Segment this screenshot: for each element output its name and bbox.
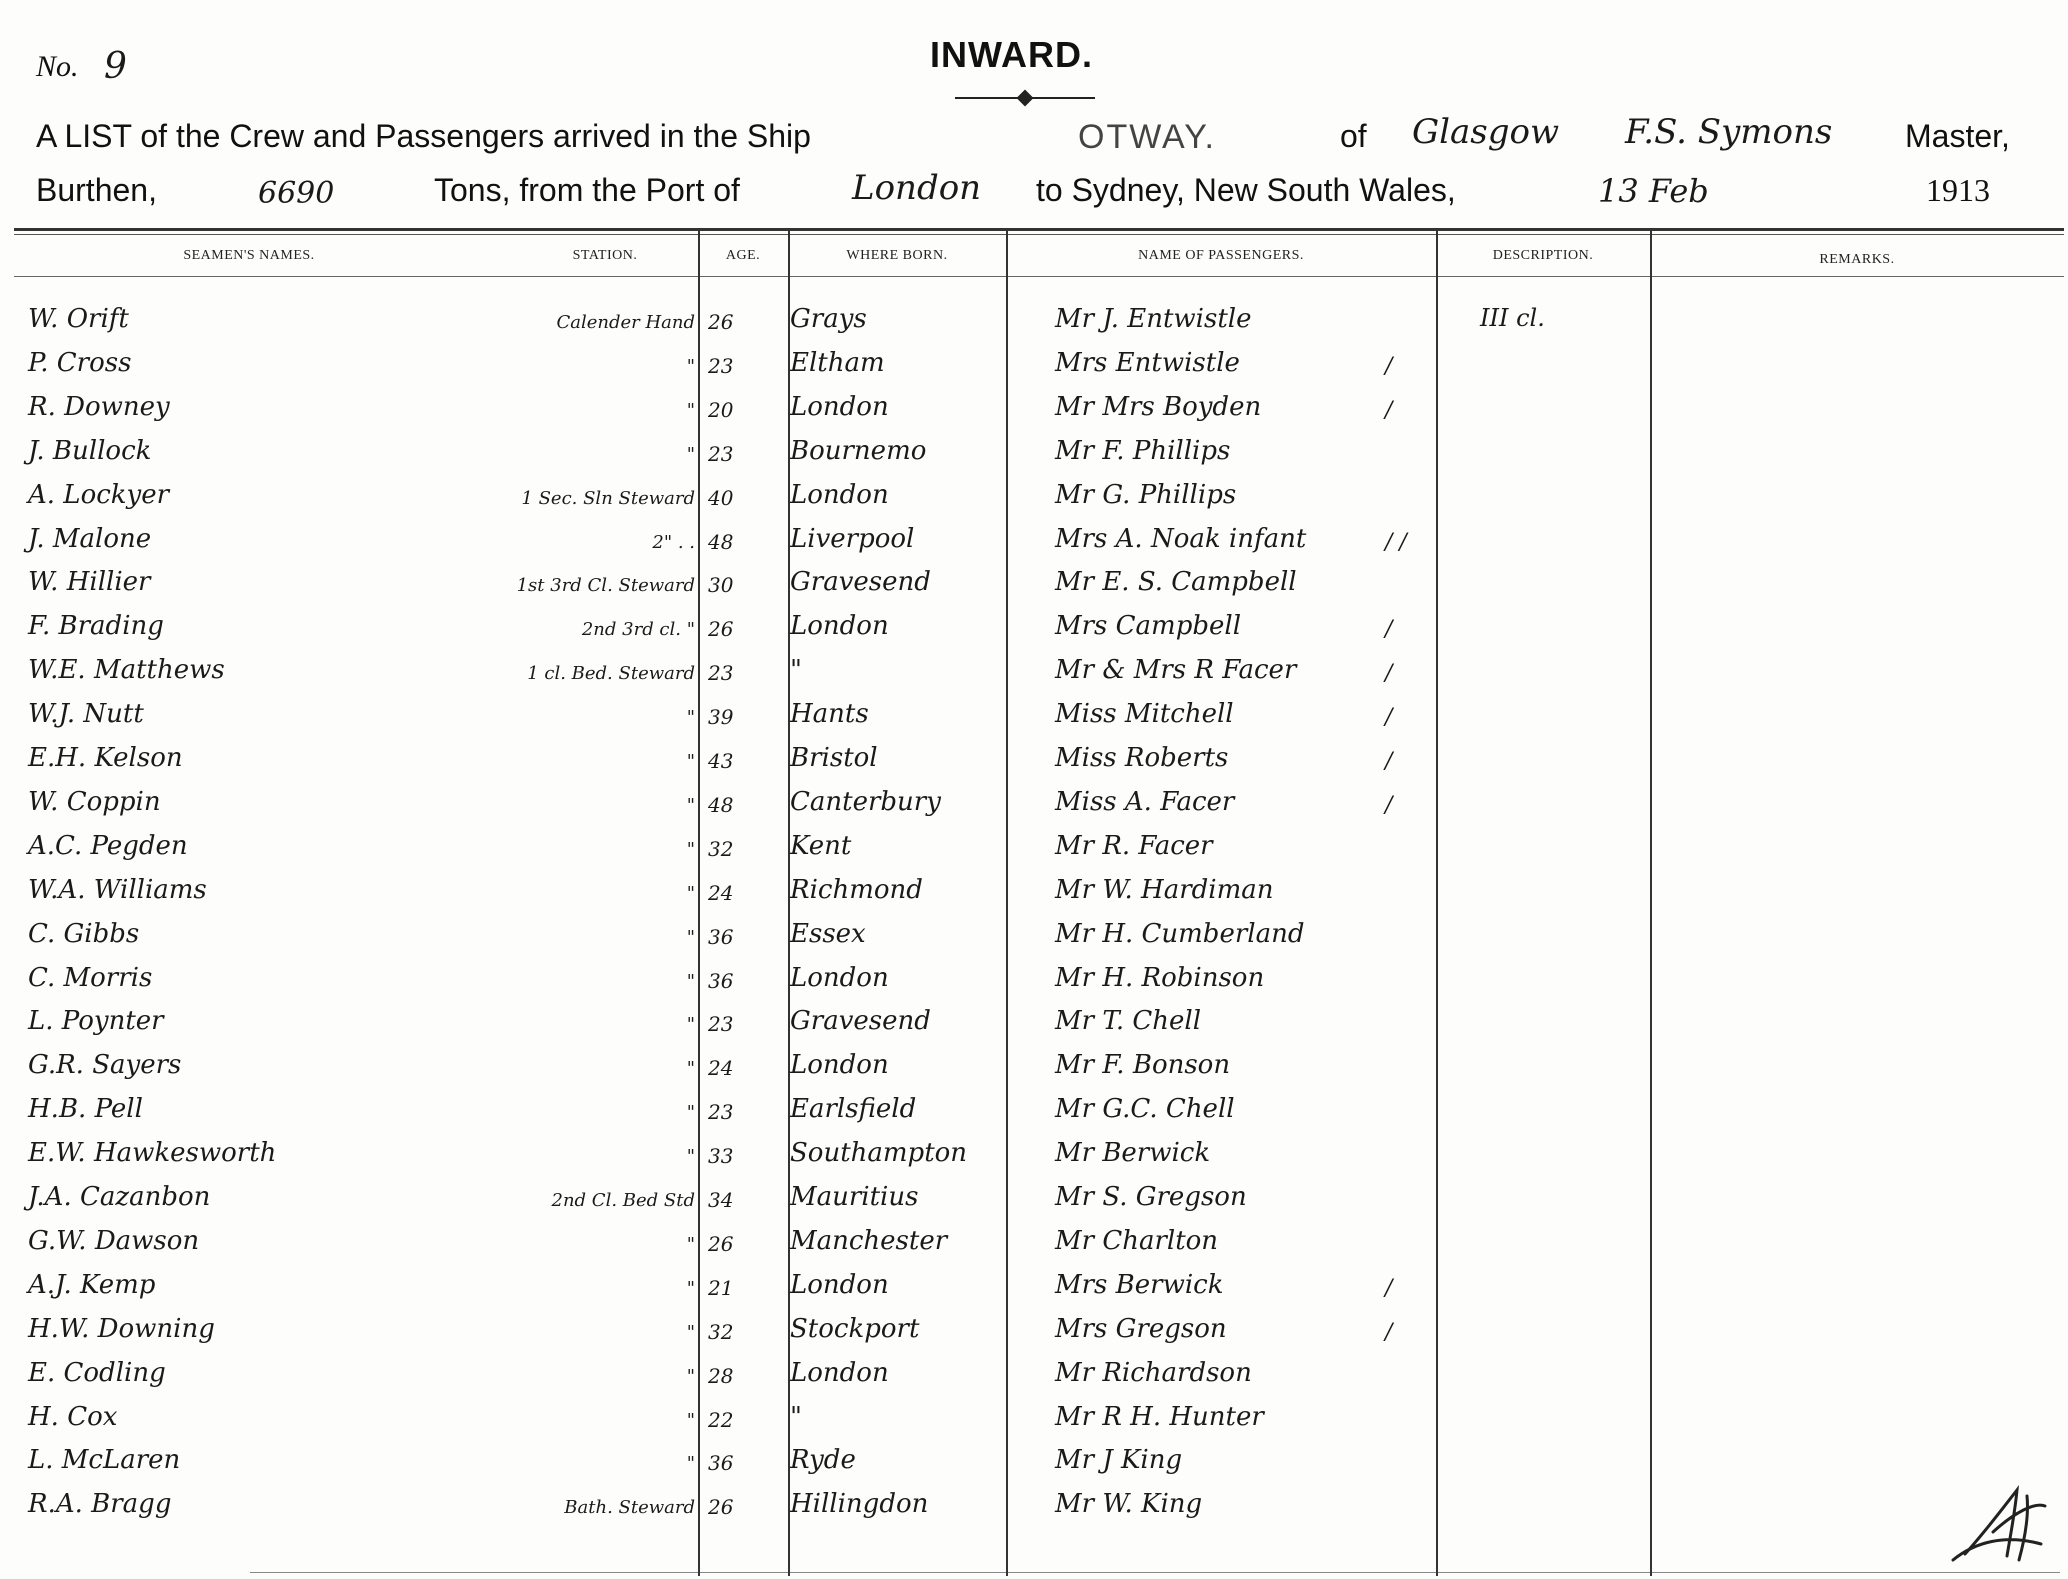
station: " [686,1102,695,1124]
passenger-name: Mr E. S. Campbell [1055,567,1297,598]
station: 2" . . [652,531,695,553]
seaman-name: L. McLaren [28,1445,181,1476]
table-row [0,787,2068,831]
table-row [0,611,2068,655]
table-row [0,919,2068,963]
station: " [686,355,695,377]
seaman-name: W. Hillier [28,567,151,598]
table-row [0,1445,2068,1489]
station: " [686,1453,695,1475]
seaman-name: L. Poynter [28,1006,164,1037]
seaman-name: C. Gibbs [28,918,140,949]
burthen-label: Burthen, [36,172,157,208]
passenger-name: Mr R. Facer [1055,830,1213,861]
table-row [0,1314,2068,1358]
where-born: London [790,962,889,993]
check-mark: / [1385,792,1393,818]
table-row [0,1270,2068,1314]
home-port: Glasgow [1412,112,1560,152]
station: 1 cl. Bed. Steward [527,663,695,685]
passenger-name: Mr W. King [1055,1489,1203,1520]
seaman-name: C. Morris [28,962,153,993]
page-title: INWARD. [930,34,1093,75]
where-born: London [790,1050,889,1081]
station: " [686,399,695,421]
passenger-name: Mr T. Chell [1055,1006,1202,1037]
where-born: Bournemo [790,435,927,466]
age: 36 [708,1451,734,1476]
seaman-name: J.A. Cazanbon [28,1182,211,1212]
station: " [686,1409,695,1431]
title-divider-ornament [1017,90,1034,107]
seaman-name: W.J. Nutt [28,699,144,730]
column-header-station: STATION. [572,248,638,263]
age: 34 [708,1188,734,1212]
station: " [686,1146,695,1168]
where-born: Liverpool [790,523,915,554]
age: 36 [708,924,734,949]
list-heading-text: A LIST of the Crew and Passengers arrived in the Ship [36,118,811,154]
age: 24 [708,880,734,905]
station: " [686,1233,695,1255]
where-born: Mauritius [790,1182,919,1212]
passenger-name: Mr R H. Hunter [1055,1401,1264,1432]
seaman-name: G.R. Sayers [28,1050,182,1081]
table-row [0,1094,2068,1138]
seaman-name: W.E. Matthews [28,655,225,686]
table-row [0,963,2068,1007]
from-port: London [852,168,982,208]
age: 21 [708,1275,734,1300]
where-born: London [790,1269,889,1300]
column-header-seamen: SEAMEN'S NAMES. [183,248,315,263]
seaman-name: J. Bullock [28,435,152,466]
station: " [686,443,695,465]
passenger-name: Miss Roberts [1055,743,1229,773]
table-header-rule [14,276,2064,277]
seaman-name: A. Lockyer [28,479,170,510]
burthen-value: 6690 [258,176,335,211]
age: 23 [708,353,734,378]
tons-from-port-label: Tons, from the Port of [434,172,740,208]
list-number-label: No. [36,50,79,83]
passenger-name: Mr G.C. Chell [1055,1094,1235,1125]
column-header-passengers: NAME OF PASSENGERS. [1138,248,1304,263]
where-born: Essex [790,918,866,949]
seaman-name: P. Cross [28,347,132,378]
where-born: Stockport [790,1313,920,1344]
table-row [0,480,2068,524]
check-mark: / [1385,749,1393,774]
age: 26 [708,617,734,642]
seaman-name: R.A. Bragg [28,1489,172,1520]
check-mark: / [1385,353,1393,379]
age: 43 [708,749,734,773]
seaman-name: A.J. Kemp [28,1269,156,1300]
seaman-name: A.C. Pegden [28,830,188,861]
table-top-rule-inner [14,234,2064,235]
master-label: Master, [1905,118,2010,154]
passenger-name: Miss A. Facer [1055,786,1235,817]
column-header-where-born: WHERE BORN. [846,248,948,263]
column-header-age: AGE. [725,248,761,263]
seaman-name: R. Downey [28,391,170,422]
passenger-name: Mr F. Bonson [1055,1050,1231,1081]
check-mark: / [1385,1275,1393,1301]
where-born: Grays [790,304,867,334]
age: 28 [708,1363,734,1388]
table-row [0,304,2068,348]
table-row [0,524,2068,568]
age: 22 [708,1407,734,1432]
seaman-name: E.W. Hawkesworth [28,1138,277,1169]
age: 36 [708,968,734,993]
passenger-name: Mr J. Entwistle [1055,304,1252,334]
age: 48 [708,792,734,817]
table-row [0,699,2068,743]
where-born: London [790,1357,889,1388]
table-row [0,1226,2068,1270]
where-born: London [790,479,889,510]
where-born: Richmond [790,874,923,905]
age: 23 [708,1100,734,1125]
where-born: Kent [790,830,852,861]
master-name: F.S. Symons [1625,112,1833,152]
where-born: Hillingdon [790,1489,929,1520]
age: 33 [708,1144,734,1169]
age: 20 [708,397,734,422]
arrival-date: 13 Feb [1598,172,1709,210]
table-row [0,1138,2068,1182]
seaman-name: H.B. Pell [28,1094,143,1125]
where-born: London [790,391,889,422]
table-row [0,875,2068,919]
table-top-rule [14,228,2064,231]
list-number-value: 9 [104,46,127,87]
seaman-name: W. Orift [28,304,129,334]
seaman-name: J. Malone [28,523,152,554]
table-row [0,831,2068,875]
station: " [686,1365,695,1387]
where-born: Bristol [790,743,878,773]
check-mark: / [1385,661,1393,687]
description: III cl. [1480,304,1545,332]
seaman-name: E. Codling [28,1357,166,1388]
station: " [686,1321,695,1343]
passenger-name: Mr G. Phillips [1055,479,1237,510]
passenger-name: Mr Richardson [1055,1357,1252,1388]
station: Bath. Steward [564,1497,695,1519]
age: 30 [708,573,734,598]
station: " [686,970,695,992]
passenger-name: Mrs Campbell [1055,611,1242,642]
age: 23 [708,661,734,686]
age: 40 [708,485,734,510]
age: 32 [708,1319,734,1344]
table-bottom-rule [250,1572,2060,1573]
table-row [0,1358,2068,1402]
table-row [0,1489,2068,1533]
passenger-name: Mr H. Robinson [1055,962,1265,993]
age: 23 [708,1012,734,1037]
passenger-name: Mrs Berwick [1055,1269,1224,1300]
where-born: Gravesend [790,1006,931,1037]
column-header-remarks: REMARKS. [1819,252,1895,267]
passenger-name: Miss Mitchell [1055,699,1234,730]
check-mark: / / [1385,529,1407,555]
passenger-name: Mr H. Cumberland [1055,918,1305,949]
passenger-name: Mr Mrs Boyden [1055,391,1262,422]
seaman-name: W.A. Williams [28,874,207,905]
check-mark: / [1385,397,1393,423]
station: " [686,1277,695,1299]
station: " [686,838,695,860]
passenger-name: Mrs Entwistle [1055,347,1240,378]
table-row [0,743,2068,787]
station: " [686,751,695,772]
signature-mark [1945,1472,2055,1572]
table-row [0,1050,2068,1094]
age: 48 [708,529,734,554]
where-born: Ryde [790,1445,856,1476]
column-header-description: DESCRIPTION. [1492,248,1594,263]
where-born: London [790,611,889,642]
station: 2nd 3rd cl. " [581,619,695,641]
station: 2nd Cl. Bed Std [551,1190,695,1211]
arrival-year: 1913 [1926,172,1990,208]
where-born: " [790,655,802,686]
seaman-name: W. Coppin [28,786,161,817]
where-born: Canterbury [790,786,941,817]
seaman-name: H. Cox [28,1401,118,1432]
age: 24 [708,1056,734,1081]
table-row [0,567,2068,611]
table-row [0,348,2068,392]
seaman-name: G.W. Dawson [28,1225,200,1256]
check-mark: / [1385,705,1393,731]
passenger-name: Mr J King [1055,1445,1183,1476]
where-born: Hants [790,699,869,730]
table-row [0,655,2068,699]
age: 26 [708,310,734,334]
station: " [686,707,695,729]
station: " [686,794,695,816]
check-mark: / [1385,617,1393,643]
where-born: Manchester [790,1225,948,1256]
station: " [686,1014,695,1036]
destination-label: to Sydney, New South Wales, [1036,172,1456,208]
where-born: Earlsfield [790,1094,917,1125]
passenger-name: Mr S. Gregson [1055,1182,1247,1212]
passenger-name: Mr W. Hardiman [1055,874,1274,905]
of-label: of [1340,118,1367,154]
passenger-name: Mrs A. Noak infant [1055,523,1307,554]
station: " [686,926,695,948]
seaman-name: H.W. Downing [28,1313,215,1344]
where-born: Gravesend [790,567,931,598]
seaman-name: E.H. Kelson [28,743,183,773]
table-row [0,1006,2068,1050]
seaman-name: F. Brading [28,611,164,642]
age: 26 [708,1495,734,1520]
age: 23 [708,441,734,466]
passenger-name: Mr F. Phillips [1055,435,1231,466]
passenger-name: Mr & Mrs R Facer [1055,655,1297,686]
passenger-name: Mr Charlton [1055,1225,1219,1256]
check-mark: / [1385,1319,1393,1345]
age: 39 [708,705,734,730]
station: 1 Sec. Sln Steward [521,487,695,509]
passenger-name: Mr Berwick [1055,1138,1211,1169]
station: 1st 3rd Cl. Steward [516,575,695,597]
ship-name: OTWAY. [1078,118,1216,156]
station: Calender Hand [556,312,695,333]
station: " [686,882,695,904]
table-row [0,436,2068,480]
table-row [0,1182,2068,1226]
where-born: Eltham [790,347,885,378]
station: " [686,1058,695,1080]
age: 32 [708,836,734,861]
age: 26 [708,1231,734,1256]
table-row [0,1402,2068,1446]
passenger-name: Mrs Gregson [1055,1313,1227,1344]
table-row [0,392,2068,436]
where-born: Southampton [790,1138,968,1169]
where-born: " [790,1401,802,1432]
